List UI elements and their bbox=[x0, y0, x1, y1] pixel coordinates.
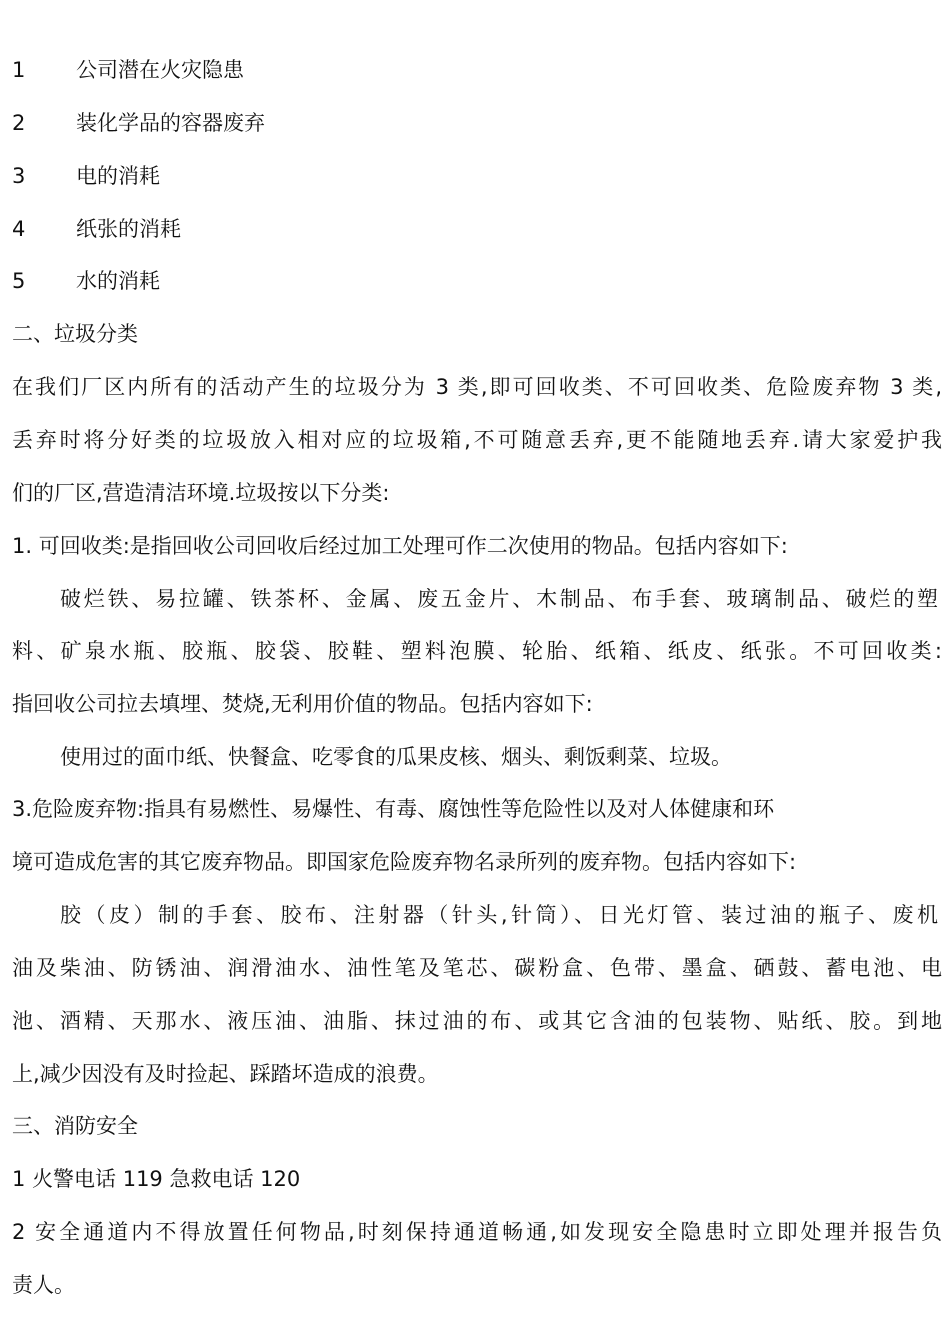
hazardous-title-line: 境可造成危害的其它废弃物品。即国家危险废弃物名录所列的废弃物。包括内容如下: bbox=[12, 850, 797, 874]
hazard-item-5 bbox=[12, 266, 942, 296]
hazard-item-2 bbox=[12, 108, 942, 138]
hazard-text: 电的消耗 bbox=[76, 164, 160, 188]
hazard-text: 纸张的消耗 bbox=[76, 217, 181, 241]
hazardous-items-line: 油及柴油、防锈油、润滑油水、油性笔及笔芯、碳粉盒、色带、墨盒、硒鼓、蓄电池、电 bbox=[12, 956, 942, 980]
recyclable-items-line: 破烂铁、易拉罐、铁茶杯、金属、废五金片、木制品、布手套、玻璃制品、破烂的塑 bbox=[60, 587, 938, 611]
emergency-numbers: 1 火警电话 119 急救电话 120 bbox=[12, 1167, 301, 1191]
hazardous-title-line: 3.危险废弃物:指具有易燃性、易爆性、有毒、腐蚀性等危险性以及对人体健康和环 bbox=[12, 797, 775, 821]
recyclable-items-line: 料、矿泉水瓶、胶瓶、胶袋、胶鞋、塑料泡膜、轮胎、纸箱、纸皮、纸张。不可回收类: bbox=[12, 639, 942, 663]
hazardous-items-line: 上,减少因没有及时捡起、踩踏坏造成的浪费。 bbox=[12, 1062, 439, 1086]
hazard-item-1 bbox=[12, 55, 942, 85]
section-heading-fire-safety: 三、消防安全 bbox=[12, 1114, 138, 1138]
recyclable-items-line: 指回收公司拉去填埋、焚烧,无利用价值的物品。包括内容如下: bbox=[12, 692, 593, 716]
hazardous-items-line: 胶（皮）制的手套、胶布、注射器（针头,针筒）、日光灯管、装过油的瓶子、废机 bbox=[60, 903, 938, 927]
intro-line: 丢弃时将分好类的垃圾放入相对应的垃圾箱,不可随意丢弃,更不能随地丢弃.请大家爱护我 bbox=[12, 428, 942, 452]
section-heading-waste-sorting: 二、垃圾分类 bbox=[12, 322, 138, 346]
hazard-number: 4 bbox=[12, 217, 26, 241]
intro-line: 在我们厂区内所有的活动产生的垃圾分为 3 类,即可回收类、不可回收类、危险废弃物 3 类, bbox=[12, 375, 942, 399]
hazard-number: 3 bbox=[12, 164, 26, 188]
hazard-text: 公司潜在火灾隐患 bbox=[76, 58, 244, 82]
safety-passage-line: 责人。 bbox=[12, 1273, 75, 1297]
safety-passage-line: 2 安全通道内不得放置任何物品,时刻保持通道畅通,如发现安全隐患时立即处理并报告负 bbox=[12, 1220, 942, 1244]
hazard-item-4 bbox=[12, 214, 942, 244]
hazardous-items-line: 池、酒精、天那水、液压油、油脂、抹过油的布、或其它含油的包装物、贴纸、胶。到地 bbox=[12, 1009, 942, 1033]
hazard-item-3 bbox=[12, 161, 942, 191]
hazard-number: 5 bbox=[12, 269, 26, 293]
hazard-number: 1 bbox=[12, 58, 26, 82]
nonrecyclable-items: 使用过的面巾纸、快餐盒、吃零食的瓜果皮核、烟头、剩饭剩菜、垃圾。 bbox=[60, 745, 732, 769]
hazard-text: 装化学品的容器废弃 bbox=[76, 111, 265, 135]
intro-line: 们的厂区,营造清洁环境.垃圾按以下分类: bbox=[12, 481, 390, 505]
hazard-number: 2 bbox=[12, 111, 26, 135]
hazard-text: 水的消耗 bbox=[76, 269, 160, 293]
recyclable-title: 1. 可回收类:是指回收公司回收后经过加工处理可作二次使用的物品。包括内容如下: bbox=[12, 534, 788, 558]
